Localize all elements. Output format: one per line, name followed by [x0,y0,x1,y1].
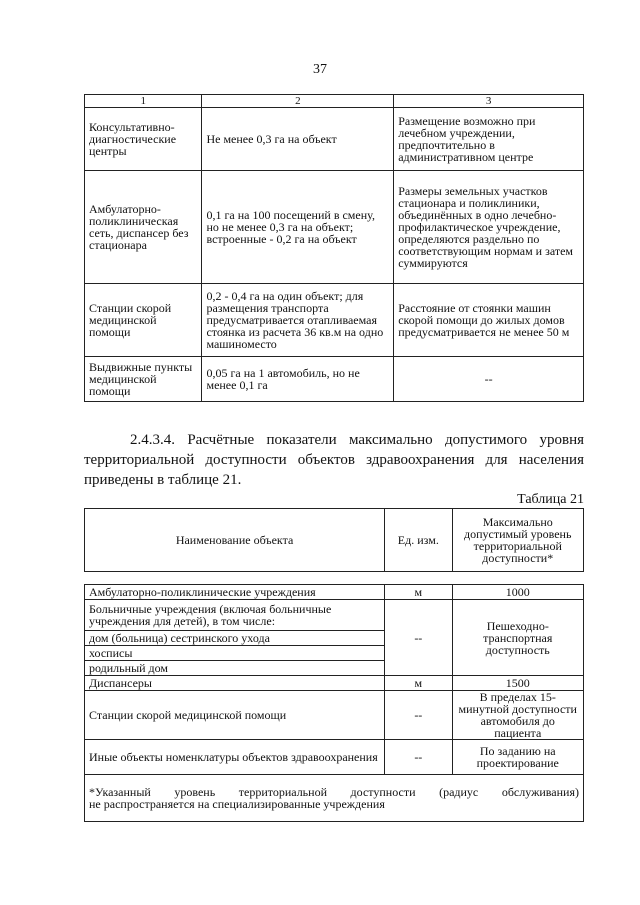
header-unit: Ед. изм. [385,509,452,572]
footnote [85,775,584,822]
placement-note: -- [394,357,584,402]
object-access: В пределах 15-минутной доступности автомобиля до пациента [452,691,584,740]
table-row [85,740,584,775]
header-row [85,509,584,572]
object-name: Амбулаторно-поликлинические учреждения [85,585,385,600]
object-access: 1500 [452,676,584,691]
column-number: 2 [202,95,394,108]
footnote-row [85,775,584,822]
table-caption: Таблица 21 [517,492,584,507]
section-paragraph [84,430,584,490]
table-row [85,691,584,740]
table-row [85,284,584,357]
land-norm: 0,05 га на 1 автомобиль, но не менее 0,1 га [202,357,394,402]
facility-land-table-continued [84,94,584,402]
header-access: Максимально допустимый уровень территориальной доступности* [452,509,584,572]
placement-note: Расстояние от стоянки машин скорой помощи до жилых домов предусматривается не менее 50 м [394,284,584,357]
object-unit: -- [385,740,452,775]
accessibility-table-21 [84,508,584,822]
facility-name: Станции скорой медицинской помощи [85,284,202,357]
object-unit: м [385,676,452,691]
object-name: Станции скорой медицинской помощи [85,691,385,740]
land-norm: 0,1 га на 100 посещений в смену, но не менее 0,3 га на объект; встроенные - 0,2 га на объект [202,171,394,284]
object-name: Больничные учреждения (включая больничные учреждения для детей), в том числе: [85,600,385,631]
column-number: 1 [85,95,202,108]
land-norm: Не менее 0,3 га на объект [202,108,394,171]
land-norm: 0,2 - 0,4 га на один объект; для размещения транспорта предусматривается отапливаемая стоянка из расчета 36 кв.м на одно машиноместо [202,284,394,357]
table-row [85,171,584,284]
placement-note: Размеры земельных участков стационара и поликлиники, объединённых в одно лечебно-профилактическое учреждение, определяются раздельно по соответствующим нормам и затем суммируются [394,171,584,284]
facility-name: Консультативно-диагностические центры [85,108,202,171]
spacer-row [85,572,584,585]
object-access: Пешеходно-транспортная доступность [452,600,584,676]
object-name: Иные объекты номенклатуры объектов здравоохранения [85,740,385,775]
facility-name: Амбулаторно-поликлиническая сеть, диспансер без стационара [85,171,202,284]
header-name: Наименование объекта [85,509,385,572]
paragraph-rest: территориальной доступности объектов здравоохранения для населения приведены в таблице 21. [84,452,584,488]
object-name: хосписы [85,646,385,661]
table-row [85,108,584,171]
object-access: По заданию на проектирование [452,740,584,775]
paragraph-line-1: 2.4.3.4. Расчётные показатели максимально допустимого уровня [130,432,584,448]
object-access: 1000 [452,585,584,600]
placement-note: Размещение возможно при лечебном учреждении, предпочтительно в административном центре [394,108,584,171]
object-name: родильный дом [85,661,385,676]
facility-name: Выдвижные пункты медицинской помощи [85,357,202,402]
object-unit: -- [385,691,452,740]
column-number-row [85,95,584,108]
table-row [85,357,584,402]
footnote-line-2: не распространяется на специализированные учреждения [89,797,385,811]
footnote-line-1: *Указанный уровень территориальной доступности (радиус обслуживания) [89,785,579,799]
table-row [85,600,584,631]
object-name: Диспансеры [85,676,385,691]
table-row [85,676,584,691]
object-unit: м [385,585,452,600]
page-number: 37 [313,62,327,77]
column-number: 3 [394,95,584,108]
object-unit: -- [385,600,452,676]
table-row [85,585,584,600]
object-name: дом (больница) сестринского ухода [85,631,385,646]
